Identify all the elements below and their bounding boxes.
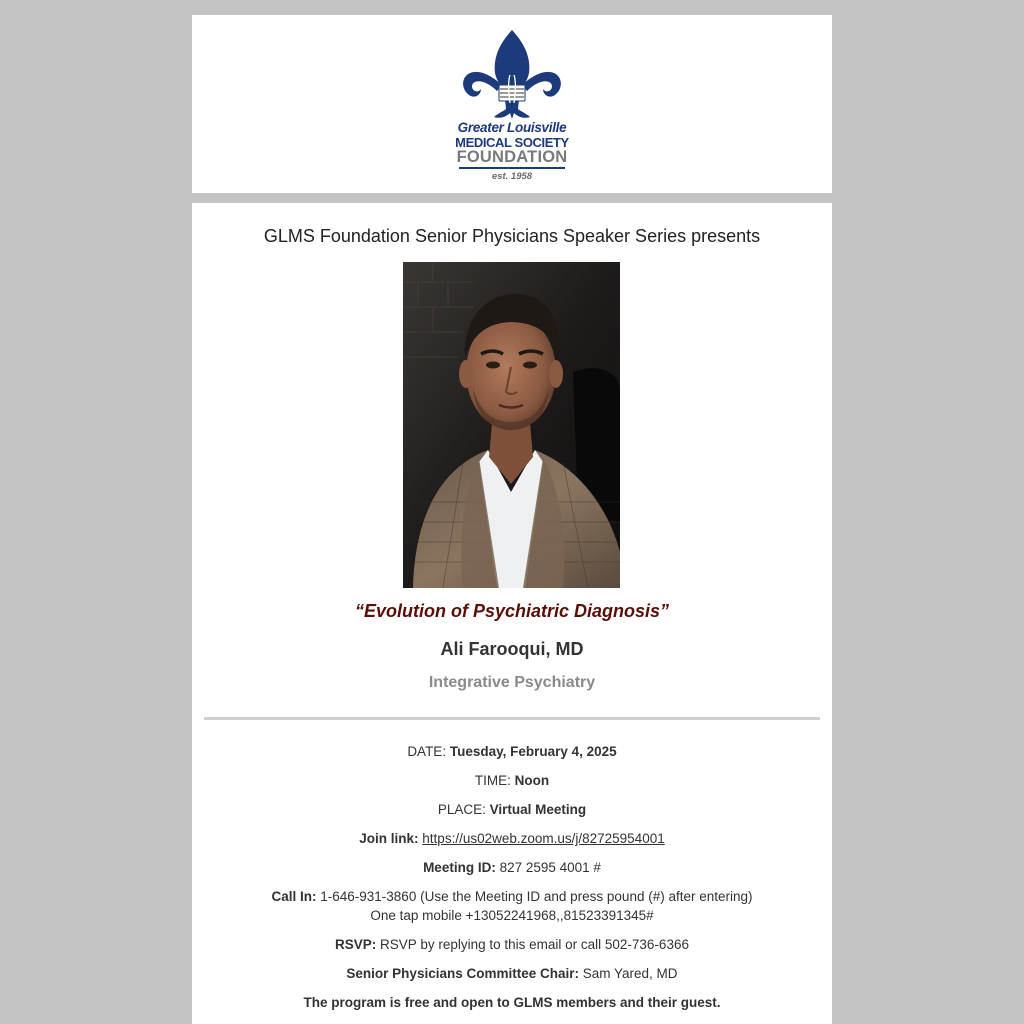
date-label: DATE: [407,744,447,759]
talk-title: “Evolution of Psychiatric Diagnosis” [354,601,670,621]
logo-line-medical-society: MEDICAL SOCIETY [455,135,569,150]
event-card [192,203,832,1024]
event-place [192,802,832,817]
speaker-name: Ali Farooqui, MD [440,639,584,659]
time-label: TIME: [474,773,511,788]
fleur-de-lis-icon [448,29,576,119]
join-link-label: Join link: [359,831,419,846]
time-value: Noon [514,773,550,788]
one-tap-mobile: One tap mobile +13052241968,,81523391345# [370,908,654,923]
free-program-note [192,995,832,1010]
call-in-row [192,889,832,904]
section-divider [204,717,820,720]
speaker-portrait-image [403,262,620,588]
event-time [192,773,832,788]
call-in-label: Call In: [271,889,317,904]
rsvp-label: RSVP: [335,937,377,952]
committee-chair-label: Senior Physicians Committee Chair: [346,966,579,981]
speaker-photo [403,262,620,588]
place-label: PLACE: [437,802,486,817]
join-link-row [192,831,832,846]
series-intro: GLMS Foundation Senior Physicians Speaker Series presents [263,226,761,246]
free-program-text: The program is free and open to GLMS members and their guest. [303,995,721,1010]
committee-chair-row [192,966,832,981]
date-value: Tuesday, February 4, 2025 [449,744,617,759]
call-in-value: 1-646-931-3860 (Use the Meeting ID and press pound (#) after entering) [320,889,753,904]
logo-rule [459,167,565,169]
logo-line-greater-louisville: Greater Louisville [457,120,567,135]
logo-est: est. 1958 [491,171,533,182]
event-date [192,744,832,759]
rsvp-value: RSVP by replying to this email or call 502-736-6366 [380,937,689,952]
zoom-join-link[interactable]: https://us02web.zoom.us/j/82725954001 [422,831,665,846]
committee-chair-value: Sam Yared, MD [582,966,678,981]
speaker-specialty: Integrative Psychiatry [428,674,596,691]
meeting-id-row [192,860,832,875]
meeting-id-label: Meeting ID: [423,860,496,875]
rsvp-row [192,937,832,952]
glms-foundation-logo[interactable] [448,29,576,185]
logo-line-foundation: FOUNDATION [456,148,568,166]
header-card [192,15,832,193]
meeting-id-value: 827 2595 4001 # [499,860,601,875]
place-value: Virtual Meeting [489,802,587,817]
